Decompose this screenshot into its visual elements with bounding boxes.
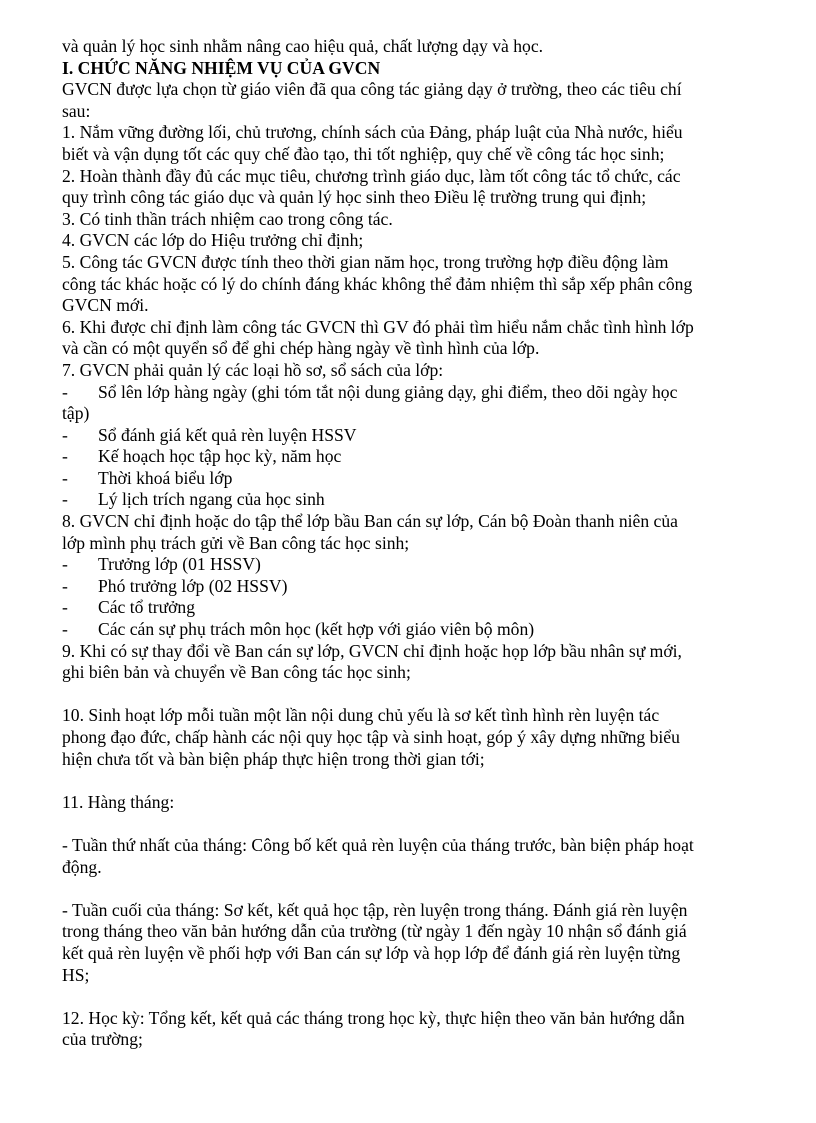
- record-item-text: Lý lịch trích ngang của học sinh: [98, 489, 325, 510]
- record-list-item: [62, 446, 786, 468]
- paragraph-spacer: [62, 684, 786, 706]
- record-item-text: Sổ lên lớp hàng ngày (ghi tóm tắt nội dung giảng dạy, ghi điểm, theo dõi ngày học: [98, 381, 678, 402]
- last-week-line: - Tuần cuối của tháng: Sơ kết, kết quả học tập, rèn luyện trong tháng. Đánh giá rèn luyện: [62, 899, 688, 920]
- record-list-item: [62, 425, 786, 447]
- record-item-text: Kế hoạch học tập học kỳ, năm học: [98, 446, 342, 467]
- item-7-line: 7. GVCN phải quản lý các loại hồ sơ, sổ sách của lớp:: [62, 359, 444, 380]
- item-5-line: GVCN mới.: [62, 295, 149, 316]
- item-11-line: 11. Hàng tháng:: [62, 791, 175, 812]
- item-1-line: 1. Nắm vững đường lối, chủ trương, chính sách của Đảng, pháp luật của Nhà nước, hiểu: [62, 122, 683, 143]
- officer-list-item: [62, 597, 786, 619]
- officer-item-text: Các cán sự phụ trách môn học (kết hợp với giáo viên bộ môn): [98, 619, 535, 640]
- section-heading: I. CHỨC NĂNG NHIỆM VỤ CỦA GVCN: [62, 57, 381, 78]
- bullet-dash: -: [62, 467, 68, 488]
- item-4-line: 4. GVCN các lớp do Hiệu trưởng chỉ định;: [62, 230, 364, 251]
- record-item-continuation: tập): [62, 403, 90, 424]
- paragraph-line: GVCN được lựa chọn từ giáo viên đã qua công tác giảng dạy ở trường, theo các tiêu chí: [62, 79, 682, 100]
- last-week-line: kết quả rèn luyện về phối hợp với Ban cán sự lớp và họp lớp để đánh giá rèn luyện từng: [62, 942, 681, 963]
- item-10-line: phong đạo đức, chấp hành các nội quy học tập và sinh hoạt, góp ý xây dựng những biểu: [62, 727, 680, 747]
- bullet-dash: -: [62, 446, 68, 467]
- bullet-dash: -: [62, 575, 68, 596]
- item-1-line: biết và vận dụng tốt các quy chế đào tạo, thi tốt nghiệp, quy chế về công tác học sinh;: [62, 143, 665, 164]
- item-8-line: 8. GVCN chỉ định hoặc do tập thể lớp bầu Ban cán sự lớp, Cán bộ Đoàn thanh niên của: [62, 511, 678, 532]
- officer-item-text: Phó trưởng lớp (02 HSSV): [98, 575, 288, 596]
- paragraph-spacer: [62, 878, 786, 900]
- record-item-text: Sổ đánh giá kết quả rèn luyện HSSV: [98, 424, 357, 445]
- bullet-dash: -: [62, 489, 68, 510]
- bullet-dash: -: [62, 554, 68, 575]
- item-2-line: 2. Hoàn thành đầy đủ các mục tiêu, chương trình giáo dục, làm tốt công tác tổ chức, các: [62, 165, 681, 186]
- last-week-line: trong tháng theo văn bản hướng dẫn của trường (từ ngày 1 đến ngày 10 nhận sổ đánh giá: [62, 921, 687, 942]
- record-list-item: [62, 468, 786, 490]
- item-8-line: lớp mình phụ trách gửi về Ban công tác học sinh;: [62, 532, 410, 553]
- bullet-dash: -: [62, 381, 68, 402]
- first-week-line: - Tuần thứ nhất của tháng: Công bố kết quả rèn luyện của tháng trước, bàn biện pháp hoạt: [62, 834, 694, 855]
- item-10-line: 10. Sinh hoạt lớp mỗi tuần một lần nội dung chủ yếu là sơ kết tình hình rèn luyện tác: [62, 705, 660, 726]
- document-page: [62, 36, 786, 1051]
- item-6-line: 6. Khi được chỉ định làm công tác GVCN thì GV đó phải tìm hiểu nắm chắc tình hình lớp: [62, 316, 694, 337]
- last-week-line: HS;: [62, 964, 90, 985]
- item-5-line: công tác khác hoặc có lý do chính đáng khác không thể đảm nhiệm thì sắp xếp phân công: [62, 273, 693, 294]
- item-9-line: 9. Khi có sự thay đổi về Ban cán sự lớp, GVCN chỉ định hoặc họp lớp bầu nhân sự mới,: [62, 640, 682, 661]
- first-week-line: động.: [62, 856, 102, 877]
- item-10-line: hiện chưa tốt và bàn biện pháp thực hiện trong thời gian tới;: [62, 748, 485, 769]
- item-9-line: ghi biên bản và chuyển về Ban công tác học sinh;: [62, 662, 411, 683]
- paragraph-line: và quản lý học sinh nhằm nâng cao hiệu quả, chất lượng dạy và học.: [62, 36, 544, 56]
- officer-list-item: [62, 554, 786, 576]
- item-5-line: 5. Công tác GVCN được tính theo thời gian năm học, trong trường hợp điều động làm: [62, 251, 669, 272]
- officer-list-item: [62, 576, 786, 598]
- bullet-dash: -: [62, 619, 68, 640]
- paragraph-spacer: [62, 813, 786, 835]
- record-list-item: [62, 382, 786, 404]
- officer-item-text: Các tổ trưởng: [98, 597, 196, 618]
- officer-item-text: Trưởng lớp (01 HSSV): [98, 554, 261, 575]
- item-6-line: và cần có một quyển sổ để ghi chép hàng ngày về tình hình của lớp.: [62, 338, 540, 359]
- officer-list-item: [62, 619, 786, 641]
- paragraph-line: sau:: [62, 100, 91, 121]
- item-3-line: 3. Có tinh thần trách nhiệm cao trong công tác.: [62, 208, 393, 229]
- bullet-dash: -: [62, 424, 68, 445]
- item-2-line: quy trình công tác giáo dục và quản lý học sinh theo Điều lệ trường trung qui định;: [62, 187, 647, 208]
- paragraph-spacer: [62, 986, 786, 1008]
- bullet-dash: -: [62, 597, 68, 618]
- item-12-line: 12. Học kỳ: Tổng kết, kết quả các tháng trong học kỳ, thực hiện theo văn bản hướng dẫn: [62, 1007, 685, 1028]
- paragraph-spacer: [62, 770, 786, 792]
- item-12-line: của trường;: [62, 1029, 143, 1050]
- record-item-text: Thời khoá biểu lớp: [98, 467, 233, 488]
- record-list-item: [62, 489, 786, 511]
